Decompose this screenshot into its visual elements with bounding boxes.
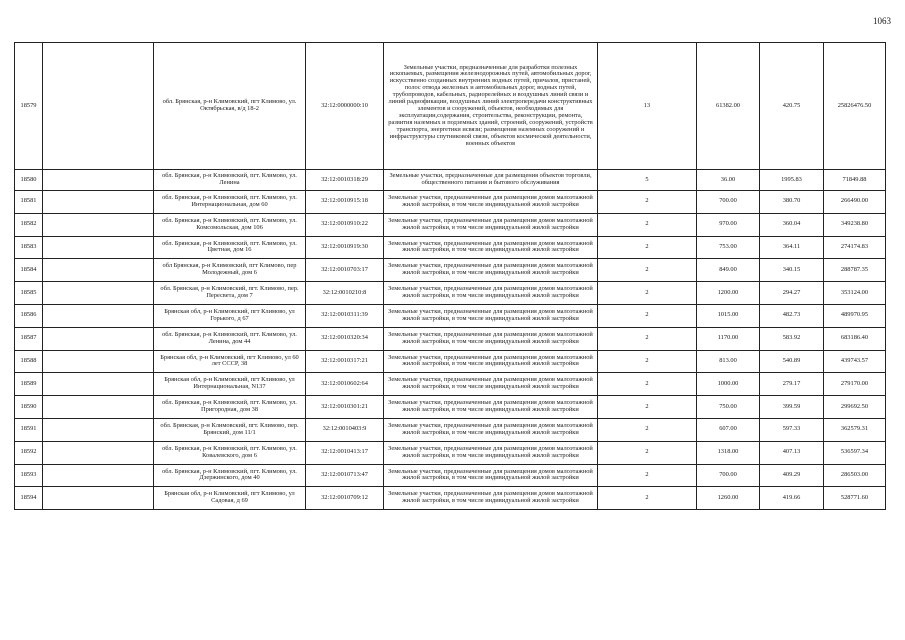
cadastral-number-cell: 32:12:0010413:17 xyxy=(306,441,384,464)
row-number-cell: 18583 xyxy=(15,236,43,259)
address-cell: Брянская обл, р-н Климовский, пгт Климово, ул Интернациональная, N137 xyxy=(154,373,306,396)
cadastral-value-cell: 528771.60 xyxy=(824,487,886,510)
row-number-cell: 18581 xyxy=(15,191,43,214)
area-cell: 813.00 xyxy=(697,350,760,373)
table-row xyxy=(15,170,886,191)
row-number-cell: 18592 xyxy=(15,441,43,464)
empty-cell xyxy=(43,304,154,327)
row-number-cell: 18582 xyxy=(15,213,43,236)
address-cell: Брянская обл, р-н Климовский, пгт Климово, ул Садовая, д 69 xyxy=(154,487,306,510)
specific-value-cell: 340.15 xyxy=(760,259,824,282)
land-use-cell: Земельные участки, предназначенные для размещения домов малоэтажной жилой застройки, в том числе индивидуальной жилой застройки xyxy=(384,396,598,419)
group-cell: 2 xyxy=(598,464,697,487)
cadastral-value-cell: 286503.00 xyxy=(824,464,886,487)
specific-value-cell: 294.27 xyxy=(760,282,824,305)
group-cell: 2 xyxy=(598,213,697,236)
land-use-cell: Земельные участки, предназначенные для размещения домов малоэтажной жилой застройки, в том числе индивидуальной жилой застройки xyxy=(384,464,598,487)
cadastral-value-cell: 362579.31 xyxy=(824,418,886,441)
row-number-cell: 18588 xyxy=(15,350,43,373)
group-cell: 2 xyxy=(598,441,697,464)
row-number-cell: 18585 xyxy=(15,282,43,305)
address-cell: обл. Брянская, р-н Климовский, пгт. Климово, ул. Ковалевского, дом 6 xyxy=(154,441,306,464)
row-number-cell: 18589 xyxy=(15,373,43,396)
table-row xyxy=(15,43,886,170)
row-number-cell: 18591 xyxy=(15,418,43,441)
address-cell: обл. Брянская, р-н Климовский, пгт. Климово, ул. Ленина, дом 44 xyxy=(154,327,306,350)
land-use-cell: Земельные участки, предназначенные для размещения домов малоэтажной жилой застройки, в том числе индивидуальной жилой застройки xyxy=(384,282,598,305)
cadastral-value-cell: 71849.88 xyxy=(824,170,886,191)
empty-cell xyxy=(43,350,154,373)
cadastral-value-cell: 439743.57 xyxy=(824,350,886,373)
land-use-cell: Земельные участки, предназначенные для размещения домов малоэтажной жилой застройки, в том числе индивидуальной жилой застройки xyxy=(384,441,598,464)
row-number-cell: 18579 xyxy=(15,43,43,170)
empty-cell xyxy=(43,487,154,510)
row-number-cell: 18587 xyxy=(15,327,43,350)
table-body xyxy=(15,43,886,510)
address-cell: обл. Брянская, р-н Климовский, пгт. Климово, ул. Интернациональная, дом 60 xyxy=(154,191,306,214)
cadastral-value-cell: 489970.95 xyxy=(824,304,886,327)
cadastral-value-cell: 353124.00 xyxy=(824,282,886,305)
address-cell: обл. Брянская, р-н Климовский, пгт. Климово, ул. Комсомольская, дом 106 xyxy=(154,213,306,236)
specific-value-cell: 364.11 xyxy=(760,236,824,259)
cadastral-number-cell: 32:12:0010210:8 xyxy=(306,282,384,305)
cadastral-number-cell: 32:12:0010709:12 xyxy=(306,487,384,510)
specific-value-cell: 419.66 xyxy=(760,487,824,510)
group-cell: 2 xyxy=(598,396,697,419)
empty-cell xyxy=(43,191,154,214)
empty-cell xyxy=(43,213,154,236)
row-number-cell: 18580 xyxy=(15,170,43,191)
group-cell: 5 xyxy=(598,170,697,191)
address-cell: обл. Брянская, р-н Климовский, пгт. Климово, пер. Брянский, дом 11/1 xyxy=(154,418,306,441)
area-cell: 700.00 xyxy=(697,464,760,487)
address-cell: обл. Брянская, р-н Климовский, пгт. Климово, ул. Ленина xyxy=(154,170,306,191)
table-row xyxy=(15,259,886,282)
cadastral-number-cell: 32:12:0010713:47 xyxy=(306,464,384,487)
land-use-cell: Земельные участки, предназначенные для размещения домов малоэтажной жилой застройки, в том числе индивидуальной жилой застройки xyxy=(384,418,598,441)
specific-value-cell: 1995.83 xyxy=(760,170,824,191)
area-cell: 750.00 xyxy=(697,396,760,419)
row-number-cell: 18584 xyxy=(15,259,43,282)
cadastral-number-cell: 32:12:0010910:22 xyxy=(306,213,384,236)
area-cell: 753.00 xyxy=(697,236,760,259)
specific-value-cell: 583.92 xyxy=(760,327,824,350)
specific-value-cell: 540.89 xyxy=(760,350,824,373)
page-number: 1063 xyxy=(873,16,891,26)
cadastral-number-cell: 32:12:0010320:34 xyxy=(306,327,384,350)
cadastral-value-cell: 683186.40 xyxy=(824,327,886,350)
table-row xyxy=(15,191,886,214)
table-row xyxy=(15,396,886,419)
specific-value-cell: 279.17 xyxy=(760,373,824,396)
empty-cell xyxy=(43,373,154,396)
empty-cell xyxy=(43,259,154,282)
area-cell: 61382.00 xyxy=(697,43,760,170)
cadastral-number-cell: 32:12:0010602:64 xyxy=(306,373,384,396)
land-registry-table xyxy=(14,42,886,510)
group-cell: 2 xyxy=(598,191,697,214)
table-row xyxy=(15,487,886,510)
group-cell: 2 xyxy=(598,304,697,327)
empty-cell xyxy=(43,418,154,441)
cadastral-number-cell: 32:12:0010318:29 xyxy=(306,170,384,191)
group-cell: 2 xyxy=(598,236,697,259)
cadastral-value-cell: 266490.00 xyxy=(824,191,886,214)
area-cell: 1260.00 xyxy=(697,487,760,510)
land-use-cell: Земельные участки, предназначенные для размещения домов малоэтажной жилой застройки, в том числе индивидуальной жилой застройки xyxy=(384,213,598,236)
cadastral-value-cell: 274174.83 xyxy=(824,236,886,259)
land-use-cell: Земельные участки, предназначенные для размещения домов малоэтажной жилой застройки, в том числе индивидуальной жилой застройки xyxy=(384,327,598,350)
area-cell: 849.00 xyxy=(697,259,760,282)
area-cell: 1200.00 xyxy=(697,282,760,305)
land-use-cell: Земельные участки, предназначенные для размещения домов малоэтажной жилой застройки, в том числе индивидуальной жилой застройки xyxy=(384,487,598,510)
specific-value-cell: 360.04 xyxy=(760,213,824,236)
land-use-cell: Земельные участки, предназначенные для размещения домов малоэтажной жилой застройки, в том числе индивидуальной жилой застройки xyxy=(384,304,598,327)
address-cell: обл. Брянская, р-н Климовский, пгт. Климово, пер. Пересвета, дом 7 xyxy=(154,282,306,305)
cadastral-number-cell: 32:12:0000000:10 xyxy=(306,43,384,170)
empty-cell xyxy=(43,170,154,191)
land-use-cell: Земельные участки, предназначенные для размещения домов малоэтажной жилой застройки, в том числе индивидуальной жилой застройки xyxy=(384,236,598,259)
row-number-cell: 18586 xyxy=(15,304,43,327)
area-cell: 1318.00 xyxy=(697,441,760,464)
table-row xyxy=(15,213,886,236)
row-number-cell: 18590 xyxy=(15,396,43,419)
land-use-cell: Земельные участки, предназначенные для размещения объектов торговли, общественного питания и бытового обслуживания xyxy=(384,170,598,191)
land-use-cell: Земельные участки, предназначенные для размещения домов малоэтажной жилой застройки, в том числе индивидуальной жилой застройки xyxy=(384,259,598,282)
empty-cell xyxy=(43,464,154,487)
specific-value-cell: 407.13 xyxy=(760,441,824,464)
area-cell: 700.00 xyxy=(697,191,760,214)
cadastral-value-cell: 279170.00 xyxy=(824,373,886,396)
specific-value-cell: 409.29 xyxy=(760,464,824,487)
empty-cell xyxy=(43,396,154,419)
cadastral-number-cell: 32:12:0010301:21 xyxy=(306,396,384,419)
empty-cell xyxy=(43,282,154,305)
address-cell: обл. Брянская, р-н Климовский, пгт. Климово, ул. Пригородная, дом 38 xyxy=(154,396,306,419)
group-cell: 2 xyxy=(598,350,697,373)
cadastral-number-cell: 32:12:0010311:39 xyxy=(306,304,384,327)
area-cell: 1015.00 xyxy=(697,304,760,327)
table-row xyxy=(15,327,886,350)
table-row xyxy=(15,373,886,396)
table-row xyxy=(15,441,886,464)
cadastral-number-cell: 32:12:0010403:9 xyxy=(306,418,384,441)
address-cell: обл. Брянская, р-н Климовский, пгт. Климово, ул. Дзержинского, дом 40 xyxy=(154,464,306,487)
address-cell: обл Брянская, р-н Климовский, пгт Климово, пер Молодежный, дом 6 xyxy=(154,259,306,282)
specific-value-cell: 597.33 xyxy=(760,418,824,441)
group-cell: 13 xyxy=(598,43,697,170)
address-cell: обл. Брянская, р-н Климовский, пгт. Климово, ул. Цветная, дом 16 xyxy=(154,236,306,259)
group-cell: 2 xyxy=(598,487,697,510)
land-use-cell: Земельные участки, предназначенные для размещения домов малоэтажной жилой застройки, в том числе индивидуальной жилой застройки xyxy=(384,350,598,373)
group-cell: 2 xyxy=(598,259,697,282)
address-cell: обл. Брянская, р-н Климовский, пгт Климово, ул. Октябрьская, в/д 18-2 xyxy=(154,43,306,170)
table-row xyxy=(15,282,886,305)
cadastral-value-cell: 536597.34 xyxy=(824,441,886,464)
land-use-cell: Земельные участки, предназначенные для размещения домов малоэтажной жилой застройки, в том числе индивидуальной жилой застройки xyxy=(384,191,598,214)
group-cell: 2 xyxy=(598,327,697,350)
area-cell: 1170.00 xyxy=(697,327,760,350)
specific-value-cell: 420.75 xyxy=(760,43,824,170)
table-row xyxy=(15,350,886,373)
group-cell: 2 xyxy=(598,418,697,441)
group-cell: 2 xyxy=(598,282,697,305)
area-cell: 36.00 xyxy=(697,170,760,191)
area-cell: 1000.00 xyxy=(697,373,760,396)
cadastral-value-cell: 349238.80 xyxy=(824,213,886,236)
land-use-cell: Земельные участки, предназначенные для разработки полезных ископаемых, размещения железнодорожных путей, автомобильных дорог, искусственно созданных внутренних водных путей, причалов, пристаней, полос отвода железных и автомобильных дорог, водных путей, трубопроводов, кабельных, радиорелейных и воздушных линий связи и линий радиофикации, воздушных линий электропередачи конструктивных элементов и сооружений, объектов, необходимых для эксплуатации,содержания, строительства, реконструкции, ремонта, развития наземных и подземных зданий, строений, сооружений, устройств транспорта, энергетики исвязи; размещения наземных сооружений и инфраструктуры спутниковой связи, объектов космической деятельности, военных объектов xyxy=(384,43,598,170)
specific-value-cell: 482.73 xyxy=(760,304,824,327)
table-row xyxy=(15,236,886,259)
area-cell: 607.00 xyxy=(697,418,760,441)
row-number-cell: 18594 xyxy=(15,487,43,510)
table-row xyxy=(15,418,886,441)
address-cell: Брянская обл, р-н Климовский, пгт Климово, ул Горького, д 67 xyxy=(154,304,306,327)
cadastral-value-cell: 25826476.50 xyxy=(824,43,886,170)
specific-value-cell: 399.59 xyxy=(760,396,824,419)
row-number-cell: 18593 xyxy=(15,464,43,487)
empty-cell xyxy=(43,441,154,464)
cadastral-number-cell: 32:12:0010919:30 xyxy=(306,236,384,259)
empty-cell xyxy=(43,236,154,259)
cadastral-value-cell: 288787.35 xyxy=(824,259,886,282)
table-row xyxy=(15,304,886,327)
empty-cell xyxy=(43,43,154,170)
land-use-cell: Земельные участки, предназначенные для размещения домов малоэтажной жилой застройки, в том числе индивидуальной жилой застройки xyxy=(384,373,598,396)
table-row xyxy=(15,464,886,487)
group-cell: 2 xyxy=(598,373,697,396)
cadastral-number-cell: 32:12:0010915:18 xyxy=(306,191,384,214)
cadastral-number-cell: 32:12:0010317:21 xyxy=(306,350,384,373)
address-cell: Брянская обл, р-н Климовский, пгт Климово, ул 60 лет СССР, 38 xyxy=(154,350,306,373)
empty-cell xyxy=(43,327,154,350)
cadastral-value-cell: 299692.50 xyxy=(824,396,886,419)
specific-value-cell: 380.70 xyxy=(760,191,824,214)
area-cell: 970.00 xyxy=(697,213,760,236)
cadastral-number-cell: 32:12:0010703:17 xyxy=(306,259,384,282)
